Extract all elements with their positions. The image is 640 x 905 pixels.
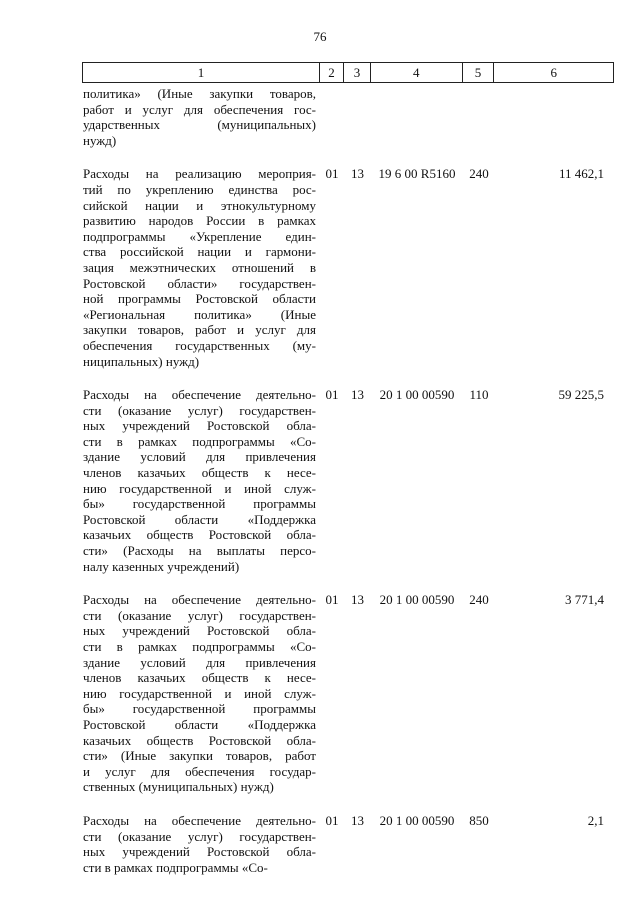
row-description	[82, 166, 320, 369]
subsection-code: 13	[351, 812, 364, 828]
description-line: Расходы на обеспечение деятельно-	[83, 592, 316, 608]
expense-type-code: 850	[469, 812, 489, 828]
expense-type-code: 240	[469, 166, 489, 182]
header-col-5: 5	[463, 63, 495, 82]
description-line: ственных (муниципальных) нужд)	[83, 779, 274, 795]
description-line: закупки товаров, работ и услуг для	[83, 322, 316, 338]
amount: 3 771,4	[565, 592, 604, 608]
description-line: казачьих обществ Ростовской обла-	[83, 732, 316, 748]
target-article-code: 19 6 00 R5160	[378, 166, 456, 182]
description-line: сти в рамках подпрограммы «Со-	[83, 859, 268, 875]
description-line: сти (оказание услуг) государствен-	[83, 828, 316, 844]
section-code	[320, 86, 344, 148]
row-description	[82, 387, 320, 574]
target-article-code: 20 1 00 00590	[379, 592, 455, 608]
description-line: Расходы на обеспечение деятельно-	[83, 812, 316, 828]
page-number: 76	[313, 29, 327, 44]
subsection-code: 13	[351, 387, 364, 403]
target-article-code: 20 1 00 00590	[379, 387, 455, 403]
description-line: Ростовской области» государствен-	[83, 275, 316, 291]
description-line: членов казачьих обществ к несе-	[83, 465, 316, 481]
description-line: сти в рамках подпрограммы «Со-	[83, 433, 316, 449]
description-line: тий по укреплению единства рос-	[83, 181, 316, 197]
row-description	[82, 813, 320, 875]
description-line: ных учреждений Ростовской обла-	[83, 418, 316, 434]
section-code: 01	[325, 812, 339, 828]
description-line: сийской нации и этнокультурному	[83, 197, 316, 213]
table-header	[82, 62, 614, 83]
table-row	[82, 86, 614, 148]
description-line: сти (оказание услуг) государствен-	[83, 607, 316, 623]
amount: 59 225,5	[558, 387, 604, 403]
target-article-code: 20 1 00 00590	[379, 812, 455, 828]
table-row	[82, 166, 614, 369]
description-line: обеспечения государственных (му-	[83, 337, 316, 353]
header-col-2: 2	[320, 63, 344, 82]
description-line: и услуг для обеспечения государ-	[83, 763, 316, 779]
description-line: здание условий для привлечения	[83, 449, 316, 465]
description-line: ударственных (муниципальных)	[83, 117, 316, 133]
table-row	[82, 813, 614, 875]
description-line: политика» (Иные закупки товаров,	[83, 86, 316, 101]
amount: 11 462,1	[558, 166, 604, 182]
subsection-code: 13	[351, 166, 364, 182]
description-line: развитию народов России в рамках	[83, 213, 316, 229]
description-line: Расходы на обеспечение деятельно-	[83, 387, 316, 403]
description-line: ства российской нации и гармони-	[83, 244, 316, 260]
header-col-6: 6	[550, 64, 557, 80]
description-line: Расходы на реализацию мероприя-	[83, 166, 316, 182]
expense-type-code: 240	[469, 592, 489, 608]
header-col-3: 3	[344, 63, 371, 82]
description-line: казачьих обществ Ростовской обла-	[83, 527, 316, 543]
description-line: ниципальных) нужд)	[83, 353, 200, 369]
description-line: сти в рамках подпрограммы «Со-	[83, 639, 316, 654]
header-col-4: 4	[371, 63, 463, 82]
section-code: 01	[325, 166, 339, 182]
table-row	[82, 387, 614, 574]
description-line: работ и услуг для обеспечения гос-	[83, 101, 316, 117]
description-line: нию государственной и иной служ-	[83, 480, 316, 496]
description-line: ной программы Ростовской области	[83, 291, 316, 307]
subsection-code: 13	[351, 592, 364, 608]
description-line: здание условий для привлечения	[83, 654, 316, 670]
expense-type-code: 110	[469, 387, 489, 403]
section-code: 01	[325, 387, 339, 403]
description-line: «Региональная политика» (Иные	[83, 306, 316, 322]
description-line: бы» государственной программы	[83, 701, 316, 717]
description-line: сти» (Иные закупки товаров, работ	[83, 748, 316, 764]
description-line: нужд)	[83, 132, 117, 148]
table-row	[82, 592, 614, 795]
table-body	[82, 86, 614, 875]
description-line: зация межэтнических отношений в	[83, 259, 316, 275]
description-line: сти» (Расходы на выплаты персо-	[83, 543, 316, 559]
description-line: ных учреждений Ростовской обла-	[83, 623, 316, 639]
description-line: Ростовской области «Поддержка	[83, 716, 316, 732]
section-code: 01	[325, 592, 339, 608]
row-description	[82, 86, 320, 148]
description-line: нию государственной и иной служ-	[83, 685, 316, 701]
row-description	[82, 592, 320, 795]
description-line: ных учреждений Ростовской обла-	[83, 844, 316, 860]
description-line: сти (оказание услуг) государствен-	[83, 402, 316, 418]
header-col-1: 1	[83, 63, 320, 82]
target-article-code	[371, 86, 463, 148]
expense-type-code	[463, 86, 495, 148]
description-line: налу казенных учреждений)	[83, 558, 240, 574]
description-line: подпрограммы «Укрепление един-	[83, 228, 316, 244]
amount	[495, 86, 614, 148]
description-line: Ростовской области «Поддержка	[83, 511, 316, 527]
amount: 2,1	[587, 812, 604, 828]
description-line: бы» государственной программы	[83, 496, 316, 512]
description-line: членов казачьих обществ к несе-	[83, 670, 316, 686]
subsection-code	[344, 86, 371, 148]
